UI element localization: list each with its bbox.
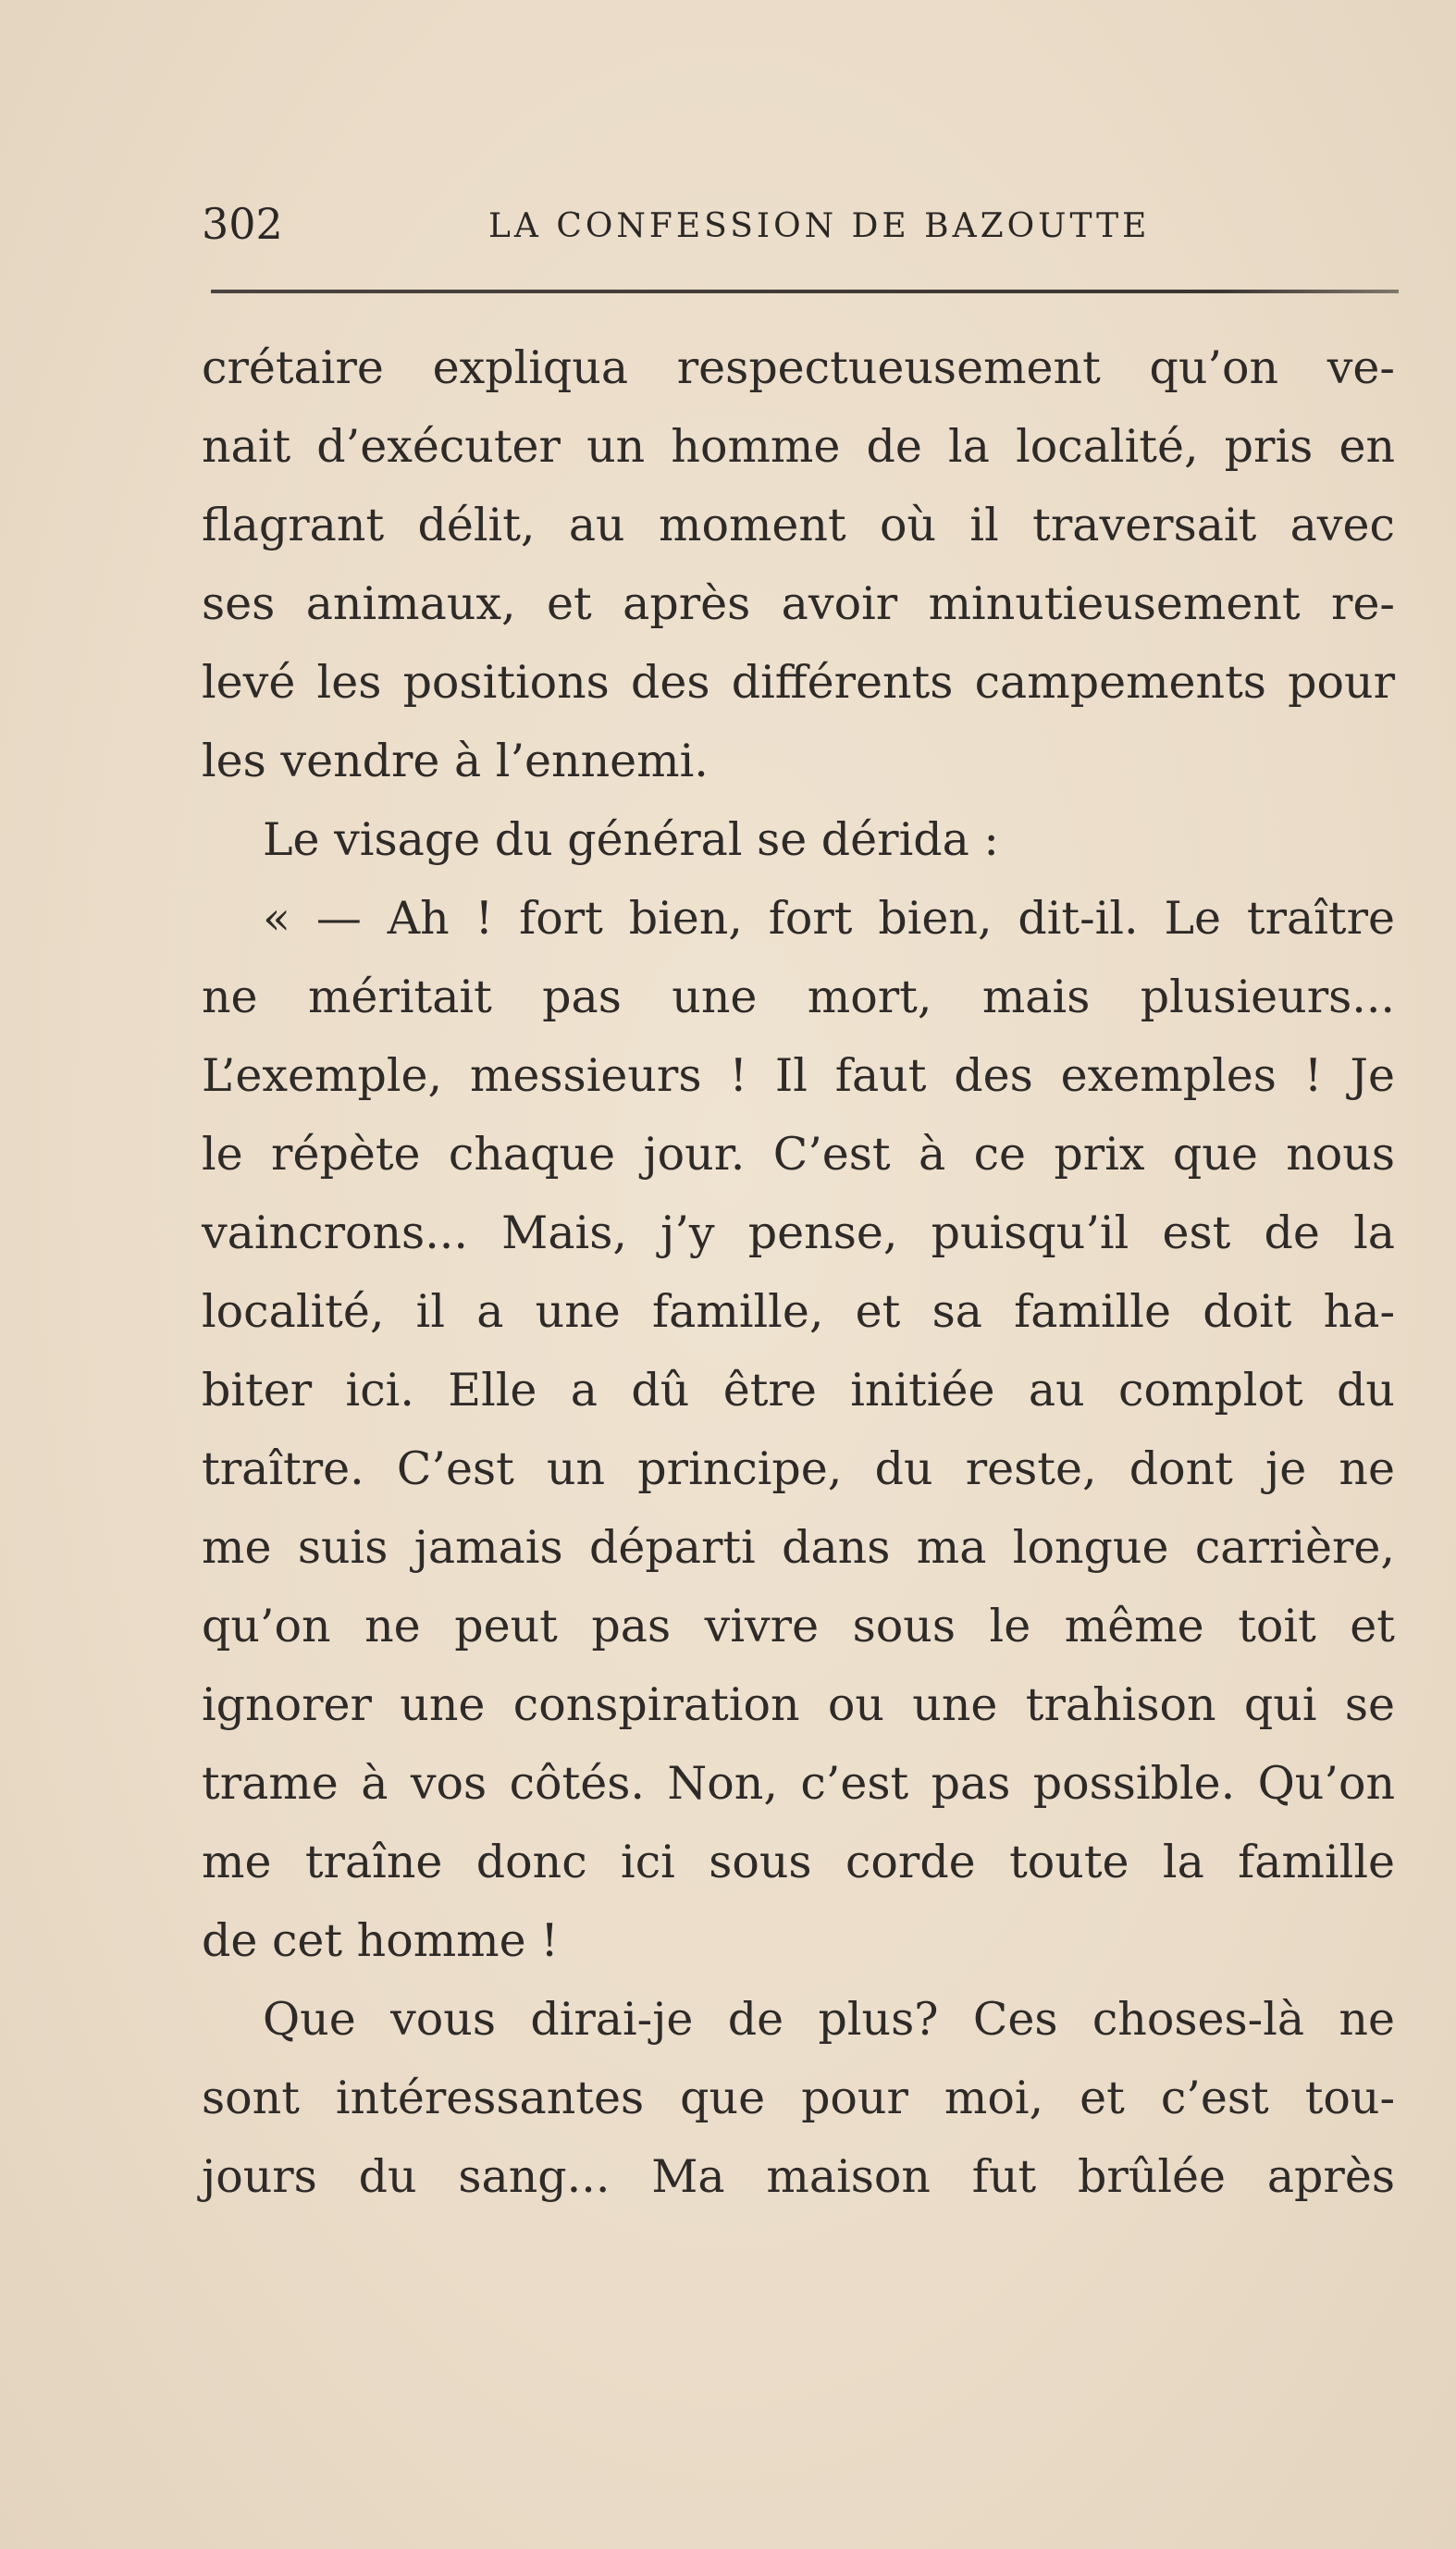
running-title: LA CONFESSION DE BAZOUTTE [488, 207, 1151, 245]
text-line: Que vous dirai-je de plus? Ces choses-là ne [263, 1993, 1395, 2046]
text-line: levé les positions des différents campements pour [202, 656, 1395, 709]
page-header [202, 196, 1404, 252]
text-line: sont intéressantes que pour moi, et c’est tou- [202, 2072, 1395, 2124]
text-line: ne méritait pas une mort, mais plusieurs... [202, 971, 1395, 1023]
text-line: localité, il a une famille, et sa famille doit ha- [202, 1285, 1395, 1338]
text-line: qu’on ne peut pas vivre sous le même toit et [202, 1600, 1395, 1652]
text-line: Le visage du général se dérida : [263, 813, 999, 866]
text-line: les vendre à l’ennemi. [202, 735, 709, 787]
header-rule [211, 290, 1399, 293]
text-line: traître. C’est un principe, du reste, dont je ne [202, 1442, 1395, 1495]
text-line: « — Ah ! fort bien, fort bien, dit-il. Le traître [263, 892, 1395, 945]
text-line: nait d’exécuter un homme de la localité, pris en [202, 420, 1395, 473]
text-line: trame à vos côtés. Non, c’est pas possible. Qu’on [202, 1757, 1395, 1810]
body-text [202, 328, 1395, 2216]
text-line: ignorer une conspiration ou une trahison qui se [202, 1678, 1395, 1731]
text-line: crétaire expliqua respectueusement qu’on ve- [202, 341, 1395, 394]
text-line: me traîne donc ici sous corde toute la famille [202, 1836, 1395, 1888]
text-line: ses animaux, et après avoir minutieusement re- [202, 577, 1395, 630]
text-line: me suis jamais départi dans ma longue carrière, [202, 1521, 1395, 1574]
text-line: jours du sang... Ma maison fut brûlée après [202, 2150, 1395, 2203]
text-line: le répète chaque jour. C’est à ce prix que nous [202, 1128, 1395, 1181]
page-number: 302 [202, 199, 283, 249]
text-line: flagrant délit, au moment où il traversait avec [202, 499, 1395, 551]
text-line: biter ici. Elle a dû être initiée au complot du [202, 1364, 1395, 1417]
text-line: L’exemple, messieurs ! Il faut des exemples ! Je [202, 1049, 1395, 1102]
text-line: de cet homme ! [202, 1914, 559, 1967]
text-line: vaincrons... Mais, j’y pense, puisqu’il est de la [202, 1206, 1395, 1259]
